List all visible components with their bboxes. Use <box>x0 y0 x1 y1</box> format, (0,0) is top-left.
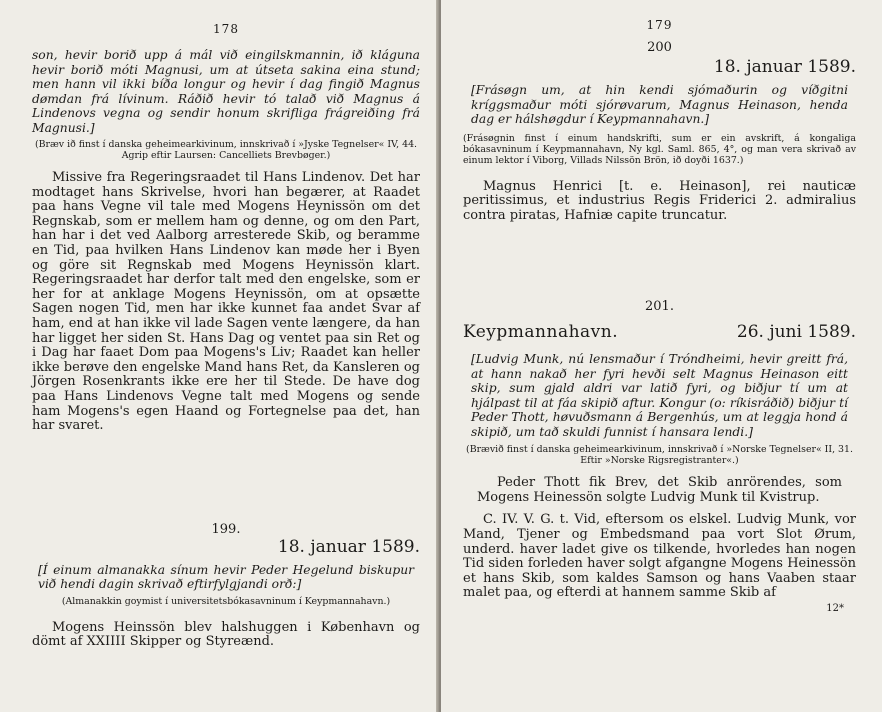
continuation-source-note: (Bræv ið finst í danska geheimearkivinum, innskrivað í »Jyske Tegnelser« IV, 44. Agrip eftir Laursen: Cancelliets Brevbøger.) <box>34 139 418 161</box>
entry-200-heading: [Frásøgn um, at hin kendi sjómaðurin og víðgitni kríggsmaður móti sjórøvarum, Magnus Heinason, henda dag er hálshøgdur í Keypmannahavn.] <box>471 83 848 126</box>
entry-199-heading: [Í einum almanakka sínum hevir Peder Hegelund biskupur við hendi dagin skrivað eftirfylgjandi orð:] <box>38 562 414 592</box>
entry-201-summary: Peder Thott fik Brev, det Skib anrörendes, som Mogens Heinessön solgte Ludvig Munk til Kvistrup. <box>477 475 842 505</box>
entry-201-heading: [Ludvig Munk, nú lensmaður í Tróndheimi, hevir greitt frá, at hann nakað her fyri hevði selt Magnus Heinason eitt skip, sum gjald aldri var latið fyri, og biðjur tí um at hjálpast til at fáa skipið aftur. Kongur (o: ríkisráðið) biðjur tí Peder Thott, høvuðsmann á Bergenhús, um at leggja hond á skipið, um tað skuldi funnist í hansara lendi.] <box>471 352 848 439</box>
left-page <box>0 0 438 712</box>
entry-201-body: C. IV. V. G. t. Vid, eftersom os elskel. Ludvig Munk, vor Mand, Tjener og Embedsmand paa vort Slot Ørum, underd. haver ladet give os tilkende, hvorledes han nogen Tid siden forleden haver solgt afgangne Mogens Heinessön et hans Skib, som kaldes Samson og hans Vaaben staar malet paa, og efterdi at hannem samme Skib af <box>463 512 856 601</box>
signature-mark: 12* <box>826 603 844 615</box>
entry-199-date: 18. januar 1589. <box>277 536 420 557</box>
continuation-body: Missive fra Regeringsraadet til Hans Lindenov. Det har modtaget hans Skrivelse, hvori han begærer, at Raadet paa hans Vegne vil tale med Mogens Heynissön om det Regnskab, som er mellem ham og denne, og om den Part, han har i det ved Aalborg arresterede Skib, og beramme en Tid, paa hvilken Hans Lindenov kan møde her i Byen og göre sit Regnskab med Mogens Heynissön klart. Regeringsraadet har derfor talt med den engelske, som er her for at anklage Mogens Heynissön, om at opsætte Sagen nogen Tid, men har ikke kunnet faa andet Svar af ham, end at han ikke vil lade Sagen vente længere, da han har ligget her siden St. Hans Dag og ventet paa sin Ret og i Dag har faaet Dom paa Mogens's Liv; Raadet kan heller ikke berøve den engelske Mand hans Ret, da Kansleren og Jörgen Rosenkrants ikke ere her til Stede. De have dog paa Hans Lindenovs Vegne talt med Mogens og sende ham Mogens's egen Haand og Fortegnelse paa det, han har svaret. <box>32 170 420 434</box>
page-number-right: 179 <box>646 18 673 32</box>
entry-199-source-note: (Almanakkin goymist í universitetsbókasavninum í Keypmannahavn.) <box>61 595 391 607</box>
entry-199-body: Mogens Heinssön blev halshuggen i København og dömt af XXIIII Skipper og Styreænd. <box>32 619 420 650</box>
entry-201-place: Keypmannahavn. <box>463 322 619 343</box>
right-page <box>441 0 882 712</box>
entry-200-number: 200 <box>647 40 672 55</box>
entry-200-body: Magnus Henrici [t. e. Heinason], rei nauticæ peritissimus, et industrius Regis Friderici 2. admiralius contra piratas, Hafniæ capite truncatur. <box>463 178 856 223</box>
page-number-left: 178 <box>213 22 239 36</box>
continuation-heading: son, hevir borið upp á mál við eingilskmannin, ið kláguna hevir borið móti Magnusi, um at útseta sakina eina stund; men hann vil ikki bíða longur og hevir í dag fingið Magnus dømdan frá lívinum. Ráðið hevir tó talað við Magnus á Lindenovs vegna og sendir honum skrifliga frágreiðing frá Magnusi.] <box>32 48 420 135</box>
entry-201-number: 201. <box>645 299 674 315</box>
entry-200-source-note: (Frásøgnin finst í einum handskrifti, sum er ein avskrift, á kongaliga bókasavninum í Keypmannahavn, Ny kgl. Saml. 865, 4°, og man vera skrivað av einum lektor í Viborg, Villads Nilssön Brön, ið doyði 1637.) <box>463 132 856 166</box>
entry-201-date: 26. juni 1589. <box>736 322 856 343</box>
entry-201-source-note: (Brævið finst í danska geheimearkivinum, innskrivað í »Norske Tegnelser« II, 31. Eftir »Norske Rigsregistranter«.) <box>466 444 853 467</box>
entry-199-number: 199. <box>211 521 241 537</box>
entry-201-place-date <box>463 322 856 342</box>
entry-200-date: 18. januar 1589. <box>713 57 856 77</box>
